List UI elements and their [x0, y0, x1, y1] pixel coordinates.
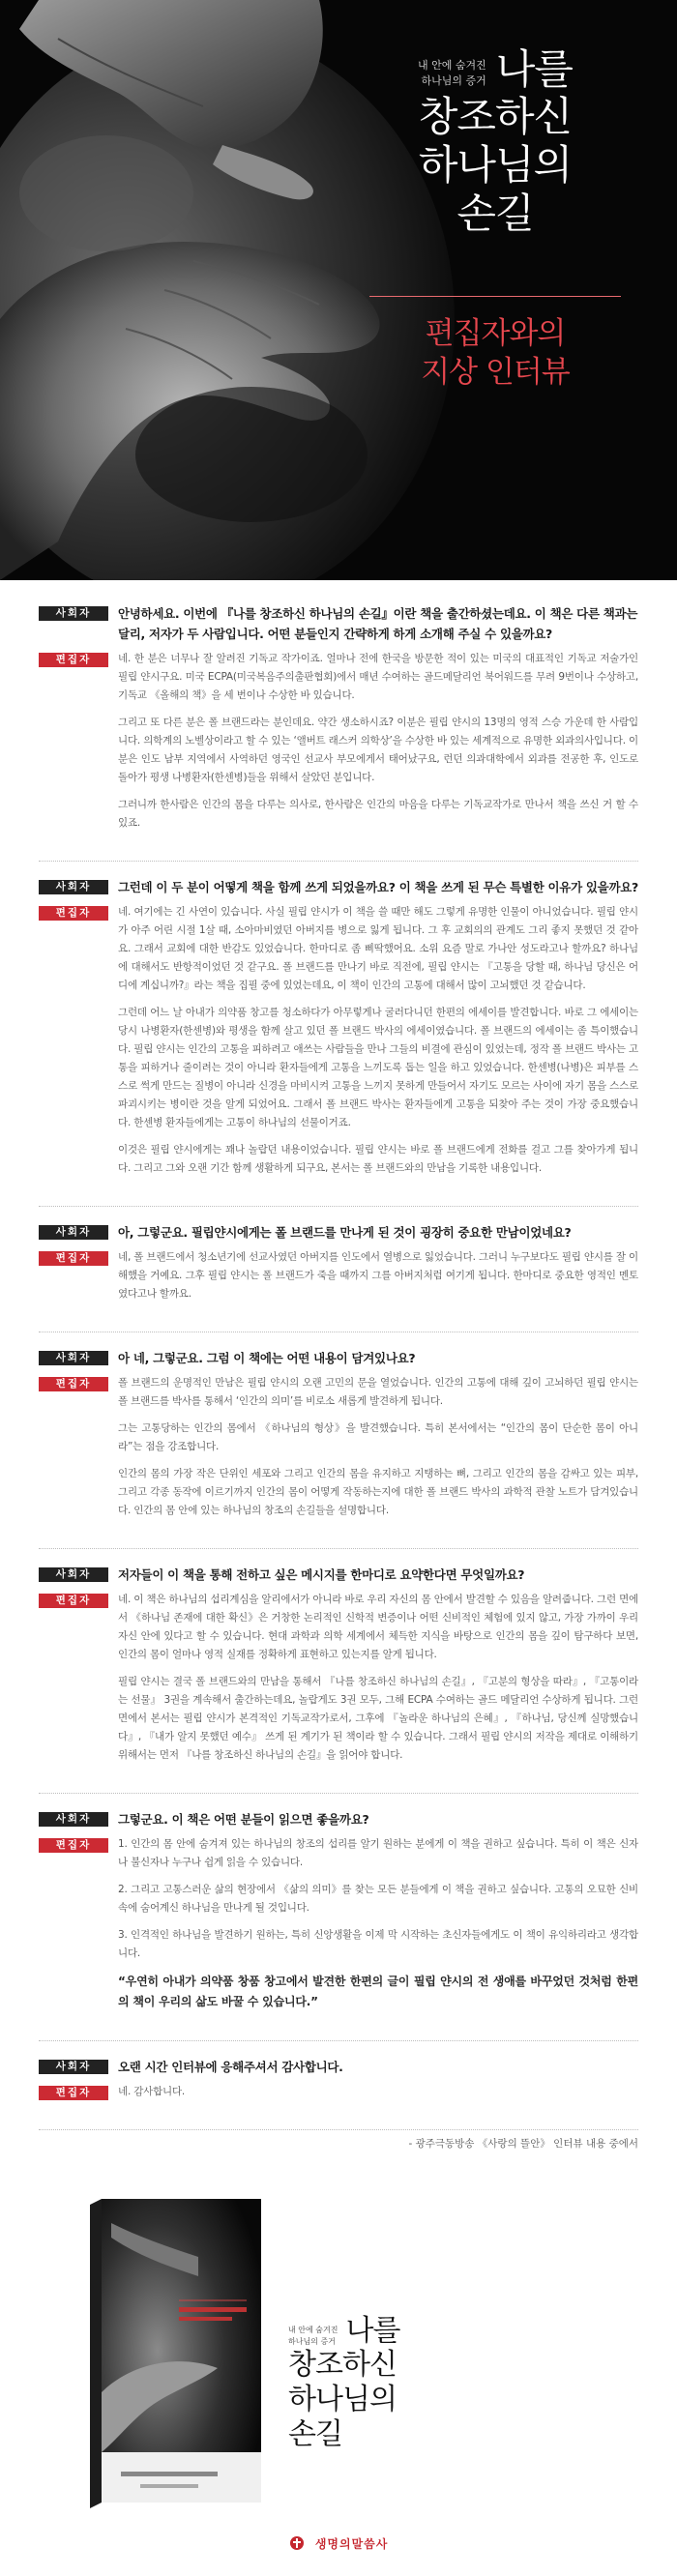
- interview-section: [0, 580, 677, 2151]
- answer-paragraph: 네. 감사합니다.: [118, 2086, 186, 2097]
- editor-tag: 편집자: [39, 1251, 108, 1266]
- book-title-line-3: 하나님의: [288, 2383, 397, 2416]
- answer-paragraph: 이것은 필립 얀시에게는 꽤나 놀랍던 내용이었습니다. 필립 얀시는 바로 폴 브랜드에게 전화를 걸고 그를 찾아가게 됩니다. 그리고 그와 오랜 기간 함께 생활하게 되구요, 본서는 폴 브랜드와의 만남을 기록한 내용입니다.: [118, 1144, 638, 1174]
- answer-paragraph: 네. 여기에는 긴 사연이 있습니다. 사실 필립 얀시가 이 책을 쓸 때만 해도 그렇게 유명한 인물이 아니었습니다. 필립 얀시가 아주 어린 시절 1살 때, 소아마비였던 아버지를 병으로 잃게 됩니다. 그 후 교회의의 관계도 그리 좋지 못했던 것 같아요. 그래서 교회에 대한 반감도 있었습니다. 한마디로 좀 삐딱했어요. 소위 요즘 말로 가나안 성도라고나 할까요? 하나님에 대해서도 반항적이었던 것 같구요. 폴 브랜드를 만나기 바로 직전에, 필립 얀시는 『고통을 당할 때, 하나님 당신은 어디에 계십니까?』라는 책을 집필 중에 있었는데요, 이 책이 인간의 고통에 대해서 많이 고뇌했던 것 같습니다.: [118, 906, 638, 991]
- hero-subtitle-line-2: 하나님의 증거: [421, 74, 486, 87]
- editor-tag: 편집자: [39, 1838, 108, 1853]
- answer-line: [39, 1374, 638, 1529]
- book-subtitle-line-2: 하나님의 증거: [288, 2337, 336, 2346]
- question-line: [39, 877, 638, 897]
- hero-title-line-4: 손길: [456, 190, 534, 237]
- book-showcase: [0, 2170, 677, 2576]
- host-tag: 사회자: [39, 1225, 108, 1240]
- answer-paragraph: 폴 브랜드의 운명적인 만남은 필립 얀시의 오랜 고민의 문을 열었습니다. 인간의 고통에 대해 깊이 고뇌하던 필립 얀시는 폴 브랜드를 박사를 통해서 ‘인간의 의미’를 비로소 새롭게 발견하게 됩니다.: [118, 1377, 638, 1407]
- highlight-quote: “우연히 아내가 의약품 창품 창고에서 발견한 한편의 글이 필립 얀시의 전 생애를 바꾸었던 것처럼 한편의 책이 우리의 삶도 바꿀 수 있습니다.”: [118, 1975, 638, 2008]
- interview-heading-line-1: 편집자와의: [425, 316, 566, 351]
- answer-line: [39, 1835, 638, 2021]
- answer-body: [118, 650, 638, 841]
- answer-paragraph: 그러니까 한사람은 인간의 몸을 다루는 의사로, 한사람은 인간의 마음을 다루는 기독교작가로 만나서 책을 쓰신 거 할 수 있죠.: [118, 799, 638, 829]
- book-subtitle: [288, 2325, 338, 2348]
- hero-subtitle: [418, 58, 486, 89]
- book-cover-image: [73, 2199, 266, 2508]
- answer-body: [118, 1835, 638, 2021]
- hero-title-line-3: 하나님의: [418, 141, 573, 189]
- answer-body: [118, 1591, 638, 1773]
- answer-paragraph: 2. 그리고 고통스러운 삶의 현장에서 《삶의 의미》를 찾는 모든 분들에게 이 책을 권하고 싶습니다. 고통의 오묘한 신비 속에 숨어계신 하나님을 만나게 될 것입니다.: [118, 1884, 638, 1914]
- qa-block: [39, 877, 638, 1207]
- publisher-mark-icon: [289, 2535, 305, 2551]
- question-line: [39, 2057, 638, 2077]
- editor-tag: 편집자: [39, 2086, 108, 2100]
- question-text: 저자들이 이 책을 통해 전하고 싶은 메시지를 한마디로 요약한다면 무엇일까요?: [118, 1567, 525, 1582]
- answer-paragraph: 1. 인간의 몸 안에 숨겨져 있는 하나님의 창조의 섭리를 알기 원하는 분에게 이 책을 권하고 싶습니다. 특히 이 책은 신자나 불신자나 누구나 쉽게 읽을 수 있습니다.: [118, 1838, 638, 1868]
- qa-block: [39, 1809, 638, 2041]
- interview-heading-line-2: 지상 인터뷰: [421, 355, 570, 390]
- book-title-line-2: 창조하신: [288, 2348, 397, 2382]
- question-line: [39, 1809, 638, 1830]
- hero-banner: [0, 0, 677, 580]
- qa-block: [39, 603, 638, 862]
- question-text: 그렇군요. 이 책은 어떤 분들이 읽으면 좋을까요?: [118, 1812, 369, 1827]
- qa-block: [39, 1348, 638, 1549]
- question-text: 그런데 이 두 분이 어떻게 책을 함께 쓰게 되었을까요? 이 책을 쓰게 된 무슨 특별한 이유가 있을까요?: [118, 880, 638, 894]
- answer-body: [118, 1374, 638, 1529]
- host-tag: 사회자: [39, 880, 108, 894]
- host-tag: 사회자: [39, 2060, 108, 2074]
- publisher-logo: [0, 2535, 677, 2552]
- answer-body: [118, 903, 638, 1186]
- answer-paragraph: 네. 한 분은 너무나 잘 알려진 기독교 작가이죠. 얼마나 전에 한국을 방문한 적이 있는 미국의 대표적인 기독교 저술가인 필립 얀시구요. 미국 ECPA(미국복음주의출판협회)에서 매년 수여하는 골드메달리언 북어워드를 무려 9번이나 수상하고, 기독교 《올해의 책》을 세 번이나 수상한 바 있습니다.: [118, 653, 638, 701]
- editor-tag: 편집자: [39, 906, 108, 921]
- question-line: [39, 1348, 638, 1368]
- hero-subtitle-line-1: 내 안에 숨겨진: [418, 59, 486, 72]
- answer-paragraph: 그런데 어느 날 아내가 의약품 창고를 청소하다가 아무렇게나 굴러다니던 한편의 에세이를 발견합니다. 바로 그 에세이는 당시 나병환자(한센병)와 평생을 함께 살고 있던 폴 브랜드 박사의 에세이였습니다. 폴 브랜드의 에세이는 좀 특이했습니다. 필립 얀시는 인간의 고통을 피하려고 애쓰는 사람들을 만나 그들의 비결에 관심이 있었는데, 정작 폴 브랜드 박사는 고통을 피하거나 줄이려는 것이 아니라 환자들에게 고통을 느끼도록 돕는 일을 하고 있었습니다. 한센병(나병)은 피부를 스스로 썩게 만드는 질병이 아니라 신경을 마비시켜 고통을 느끼지 못하게 만들어서 자기도 모르는 사이에 자기 몸을 스스로 파괴시키는 병이란 것을 알게 되었어요. 그래서 폴 브랜드 박사는 환자들에게 고통을 되찾아 주는 것이 가장 중요했습니다. 한센병 환자들에게는 고통이 하나님의 선물이거죠.: [118, 1007, 638, 1128]
- qa-block: [39, 1222, 638, 1332]
- question-text: 안녕하세요. 이번에 『나를 창조하신 하나님의 손길』이란 책을 출간하셨는데요. 이 책은 다른 책과는 달리, 저자가 두 사람입니다. 어떤 분들인지 간략하게 하게 소개해 주실 수 있을까요?: [118, 606, 638, 641]
- hero-title-line-1: 나를: [495, 45, 573, 93]
- book-subtitle-line-1: 내 안에 숨겨진: [288, 2326, 338, 2334]
- answer-body: [118, 1248, 638, 1312]
- answer-line: [39, 1591, 638, 1773]
- host-tag: 사회자: [39, 606, 108, 621]
- question-text: 아, 그렇군요. 필립얀시에게는 폴 브랜드를 만나게 된 것이 굉장히 중요한 만남이었네요?: [118, 1225, 572, 1240]
- answer-paragraph: 3. 인격적인 하나님을 발견하기 원하는, 특히 신앙생활을 이제 막 시작하는 초신자들에게도 이 책이 유익하리라고 생각합니다.: [118, 1929, 638, 1959]
- question-line: [39, 1222, 638, 1243]
- question-text: 아 네, 그렇군요. 그럼 이 책에는 어떤 내용이 담겨있나요?: [118, 1351, 416, 1365]
- question-line: [39, 603, 638, 644]
- source-note: - 광주극동방송 《사랑의 뜰안》 인터뷰 내용 중에서: [408, 2138, 638, 2150]
- qa-block: [39, 1565, 638, 1794]
- hero-text-block: [350, 46, 640, 392]
- qa-block: [39, 2057, 638, 2130]
- question-text: 오랜 시간 인터뷰에 응해주셔서 감사합니다.: [118, 2060, 343, 2074]
- answer-paragraph: 네, 폴 브랜드에서 청소년기에 선교사였던 아버지를 인도에서 열병으로 잃었습니다. 그러니 누구보다도 필립 얀시를 잘 이해했을 거예요. 그후 필립 얀시는 폴 브랜드가 죽을 때까지 그를 아버지처럼 여기게 됩니다. 한마디로 중요한 영적인 멘토였다고나 할까요.: [118, 1251, 638, 1300]
- question-line: [39, 1565, 638, 1585]
- hero-divider: [369, 296, 621, 297]
- editor-tag: 편집자: [39, 653, 108, 667]
- host-tag: 사회자: [39, 1812, 108, 1827]
- book-title-line-4: 손길: [288, 2417, 342, 2451]
- answer-paragraph: 네. 이 책은 하나님의 섭리계심을 알리에서가 아니라 바로 우리 자신의 몸 안에서 발견할 수 있음을 알려줍니다. 그런 면에서 《하나님 존재에 대한 확신》은 거창한 논리적인 신학적 변증이나 어떤 신비적인 체험에 있지 않고, 가장 가까이 우리 자신 안에 있다고 할 수 있습니다. 현대 과학과 의학 세계에서 체득한 지식을 바탕으로 인간의 몸을 깊이 탐구하다 보면, 인간의 몸이 얼마나 영적 실재를 정확하게 표현하고 있는지를 알게 됩니다.: [118, 1594, 638, 1660]
- answer-paragraph: 그는 고통당하는 인간의 몸에서 《하나님의 형상》을 발견했습니다. 특히 본서에서는 “인간의 몸이 단순한 몸이 아니라”는 점을 강조합니다.: [118, 1422, 638, 1452]
- answer-paragraph: 필립 얀시는 결국 폴 브랜드와의 만남을 통해서 『나를 창조하신 하나님의 손길』, 『고분의 형상을 따라』, 『고통이라는 선물』 3권을 계속해서 출간하는데요, 놀랍게도 3권 모두, 그해 ECPA 수여하는 골드 메달리언 수상하게 됩니다. 그런 면에서 본서는 필립 얀시가 본격적인 기독교작가로서, 그후에 『놀라운 하나님의 은혜』, 『하나님, 당신께 실망했습니다』, 『내가 알지 못했던 예수』 쓰게 된 계기가 된 책이라 할 수 있습니다. 그래서 필립 얀시의 저작을 제대로 이해하기 위해서는 먼저 『나를 창조하신 하나님의 손길』을 읽어야 합니다.: [118, 1676, 638, 1761]
- host-tag: 사회자: [39, 1567, 108, 1582]
- book-title-block: [288, 2315, 443, 2452]
- answer-paragraph: 그리고 또 다른 분은 폴 브랜드라는 분인데요. 약간 생소하시죠? 이분은 필립 얀시의 13명의 영적 스승 가운데 한 사람입니다. 의학계의 노벨상이라고 할 수 있는 ‘앨버트 래스커 의학상’을 수상한 바 있는 세계적으로 유명한 외과의사입니다. 이분은 인도 남부 지역에서 사역하던 영국인 선교사 부모에게서 태어났구요, 런던 의과대학에서 외과를 전공한 후, 인도로 돌아가 평생 나병환자(한센병)들을 위해서 살았던 분입니다.: [118, 717, 638, 783]
- editor-tag: 편집자: [39, 1594, 108, 1608]
- answer-body: [118, 2083, 638, 2110]
- book-title-line-1: 나를: [345, 2314, 400, 2348]
- answer-line: [39, 903, 638, 1186]
- answer-line: [39, 650, 638, 841]
- answer-line: [39, 2083, 638, 2110]
- editor-tag: 편집자: [39, 1377, 108, 1391]
- publisher-name: 생명의말씀사: [314, 2537, 389, 2551]
- answer-line: [39, 1248, 638, 1312]
- host-tag: 사회자: [39, 1351, 108, 1365]
- answer-paragraph: 인간의 몸의 가장 작은 단위인 세포와 그리고 인간의 몸을 유지하고 지탱하는 뼈, 그리고 인간의 몸을 감싸고 있는 피부, 그리고 각종 동작에 이르기까지 인간의 몸이 어떻게 작동하는지에 대한 폴 브랜드 박사의 과학적 관찰 노트가 담겨있습니다. 인간의 몸 안에 있는 하나님의 창조의 손길들을 설명합니다.: [118, 1468, 638, 1516]
- hero-title-line-2: 창조하신: [418, 93, 573, 140]
